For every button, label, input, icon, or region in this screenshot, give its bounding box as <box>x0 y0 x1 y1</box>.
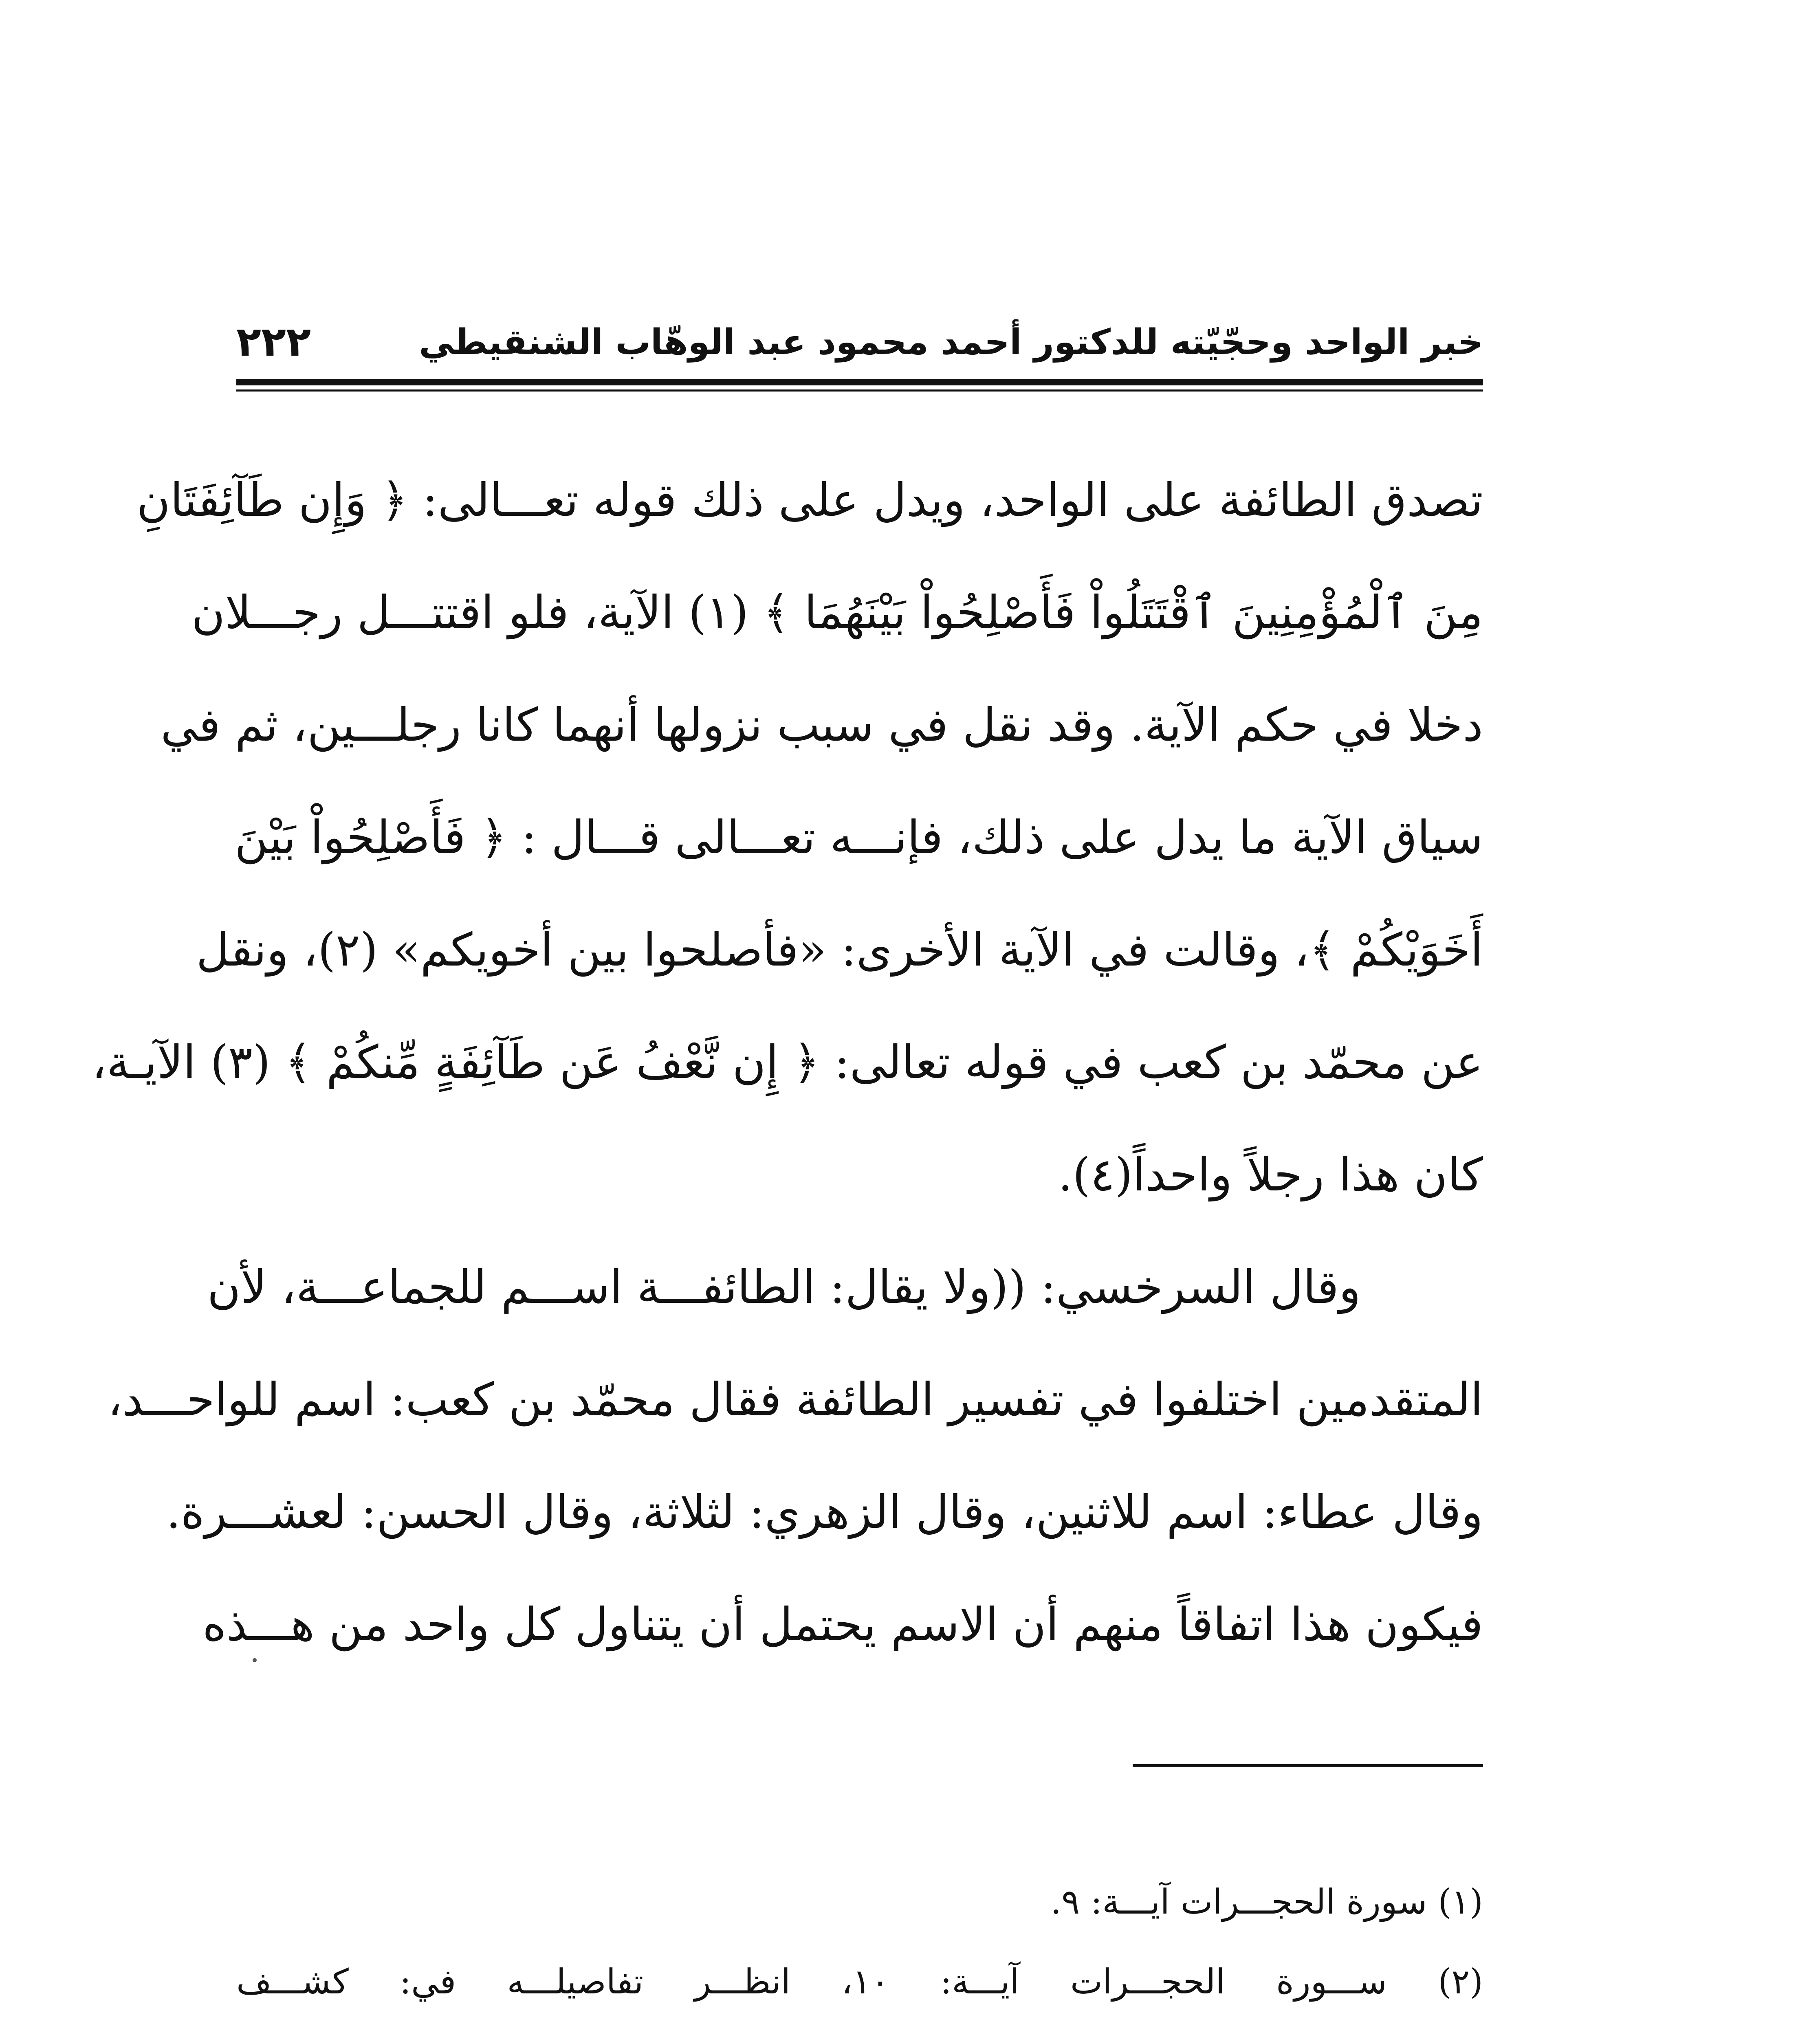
text-line: فيكون هذا اتفاقاً منهم أن الاسم يحتمل أن يتناول كل واحد من هـــذه <box>202 1598 1483 1651</box>
text-line: المتقدمين اختلفوا في تفسير الطائفة فقال محمّد بن كعب: اسم للواحـــد، <box>108 1373 1483 1426</box>
footnote-2-continuation <box>236 2022 1483 2037</box>
header-rule-thin <box>236 389 1483 392</box>
footnotes <box>236 1862 1483 2037</box>
text-line: كان هذا رجلاً واحداً(٤). <box>1058 1148 1483 1201</box>
text-line: سياق الآية ما يدل على ذلك، فإنـــه تعـــالى قـــال : ﴿ فَأَصْلِحُواْ بَيْنَ <box>234 811 1483 864</box>
text-line: وقال عطاء: اسم للاثنين، وقال الزهري: لثلاثة، وقال الحسن: لعشـــرة. <box>166 1486 1483 1539</box>
scan-speck <box>253 1658 257 1662</box>
text-line: تصدق الطائفة على الواحد، ويدل على ذلك قوله تعـــالى: ﴿ وَإِن طَآئِفَتَانِ <box>136 474 1483 527</box>
footnote-separator <box>1133 1764 1483 1767</box>
running-title: خبر الواحد وحجّيّته للدكتور أحمد محمود عبد الوهّاب الشنقيطي <box>419 322 1483 363</box>
text-line: دخلا في حكم الآية. وقد نقل في سبب نزولها أنهما كانا رجلـــين، ثم في <box>161 699 1483 752</box>
text-line: أَخَوَيْكُمْ ﴾، وقالت في الآية الأخرى: «فأصلحوا بين أخويكم» (٢)، ونقل <box>196 924 1483 977</box>
text-line: عن محمّد بن كعب في قوله تعالى: ﴿ إِن نَّعْفُ عَن طَآئِفَةٍ مِّنكُمْ ﴾ (٣) الآيـة، <box>92 1036 1483 1089</box>
footnote-2: (٢) ســـورة الحجـــرات آيـــة: ١٠، انظـــر تفاصيلـــه في: كشـــف <box>236 1962 1483 2002</box>
text-line: مِنَ ٱلْمُؤْمِنِينَ ٱقْتَتَلُواْ فَأَصْلِحُواْ بَيْنَهُمَا ﴾ (١) الآية، فلو اقتتـــل رجـــلان <box>191 586 1483 639</box>
text-line: وقال السرخسي: ((ولا يقال: الطائفـــة اســـم للجماعـــة، لأن <box>207 1261 1361 1314</box>
header-rule-thick <box>236 379 1483 385</box>
running-header <box>236 318 1483 371</box>
page-number: ٢٢٢ <box>236 318 311 365</box>
main-text <box>92 444 1483 1681</box>
footnote-1: (١) سورة الحجـــرات آيـــة: ٩. <box>1050 1882 1483 1922</box>
